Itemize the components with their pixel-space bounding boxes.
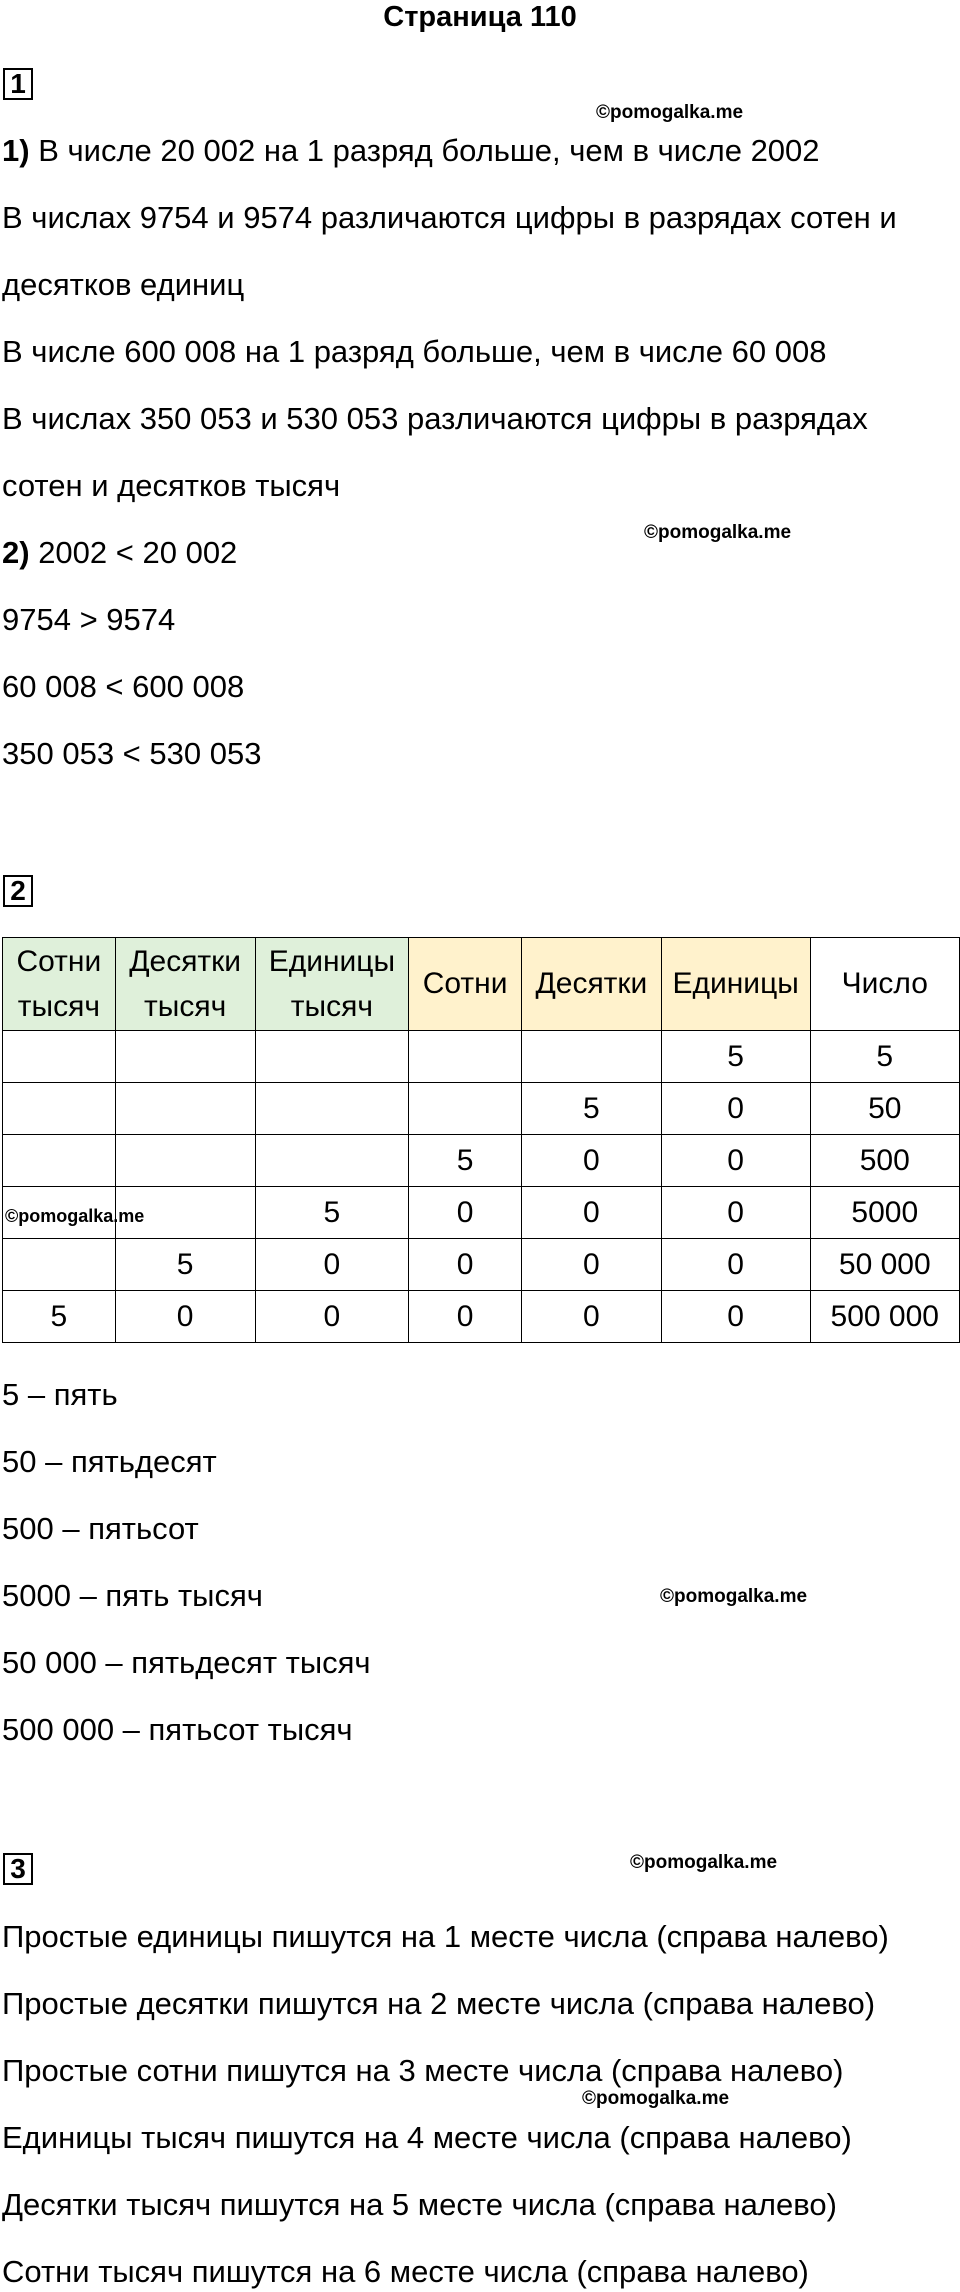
task-1-number: 1 [3, 68, 33, 100]
table-cell [522, 1031, 662, 1083]
task-1-part-2 [2, 534, 237, 572]
table-cell [3, 1135, 116, 1187]
task-3-line: Десятки тысяч пишутся на 5 месте числа (справа налево) [2, 2187, 837, 2222]
part-1-marker: 1) [2, 133, 30, 168]
header-hundred-thousands: Сотни тысяч [3, 938, 116, 1031]
task-3-line: Единицы тысяч пишутся на 4 месте числа (справа налево) [2, 2120, 852, 2155]
task-1-line: сотен и десятков тысяч [2, 468, 341, 503]
table-cell: 5000 [810, 1187, 959, 1239]
watermark: ©pomogalka.me [582, 2088, 730, 2109]
table-cell: 0 [255, 1291, 409, 1343]
table-cell: 5 [810, 1031, 959, 1083]
table-cell [115, 1135, 255, 1187]
table-cell: 50 [810, 1083, 959, 1135]
table-cell: 0 [409, 1291, 522, 1343]
table-cell: 500 000 [810, 1291, 959, 1343]
table-row [3, 1083, 960, 1135]
watermark: ©pomogalka.me [630, 1852, 778, 1873]
table-row [3, 1291, 960, 1343]
table-cell: 5 [661, 1031, 810, 1083]
table-cell: 0 [255, 1239, 409, 1291]
task-1-line: В числе 600 008 на 1 разряд больше, чем в числе 60 008 [2, 334, 827, 369]
table-cell: 0 [115, 1291, 255, 1343]
table-cell [255, 1135, 409, 1187]
comparison-line: 60 008 < 600 008 [2, 669, 245, 704]
table-cell: 0 [409, 1239, 522, 1291]
place-value-table [2, 937, 960, 1343]
number-name-line: 50 000 – пятьдесят тысяч [2, 1645, 371, 1680]
number-name-line: 5 – пять [2, 1377, 118, 1412]
table-cell: 0 [661, 1187, 810, 1239]
number-name-line: 5000 – пять тысяч [2, 1578, 263, 1613]
task-1-line: десятков единиц [2, 267, 245, 302]
table-row [3, 1135, 960, 1187]
table-cell: 5 [255, 1187, 409, 1239]
table-cell: 0 [409, 1187, 522, 1239]
task-1-line: В числах 350 053 и 530 053 различаются цифры в разрядах [2, 401, 868, 436]
task-3-line: Простые сотни пишутся на 3 месте числа (справа налево) [2, 2053, 844, 2088]
table-cell [409, 1031, 522, 1083]
table-cell: 5 [409, 1135, 522, 1187]
header-number: Число [810, 938, 959, 1031]
number-name-line: 50 – пятьдесят [2, 1444, 217, 1479]
table-cell [409, 1083, 522, 1135]
watermark: ©pomogalka.me [644, 522, 792, 543]
task-1-part-1 [2, 132, 820, 170]
table-row [3, 1031, 960, 1083]
table-cell: 50 000 [810, 1239, 959, 1291]
header-tens: Десятки [522, 938, 662, 1031]
header-thousands: Единицы тысяч [255, 938, 409, 1031]
header-ten-thousands: Десятки тысяч [115, 938, 255, 1031]
watermark: ©pomogalka.me [660, 1586, 808, 1607]
task-2-number: 2 [3, 875, 33, 907]
table-cell [3, 1031, 116, 1083]
watermark: ©pomogalka.me [5, 1206, 145, 1226]
table-cell: 0 [661, 1083, 810, 1135]
table-cell [115, 1031, 255, 1083]
comparison-line: 350 053 < 530 053 [2, 736, 262, 771]
page-title: Страница 110 [383, 1, 577, 33]
table-cell [3, 1187, 145, 1239]
task-3-line: Простые десятки пишутся на 2 месте числа (справа налево) [2, 1986, 876, 2021]
watermark: ©pomogalka.me [596, 102, 744, 123]
table-cell: 0 [661, 1239, 810, 1291]
table-cell: 0 [661, 1135, 810, 1187]
comparison-line: 9754 > 9574 [2, 602, 176, 637]
table-row [3, 1239, 960, 1291]
table-cell: 5 [115, 1239, 255, 1291]
task-3-line: Простые единицы пишутся на 1 месте числа (справа налево) [2, 1919, 889, 1954]
table-cell: 0 [522, 1291, 662, 1343]
part-1-text: В числе 20 002 на 1 разряд больше, чем в числе 2002 [29, 133, 820, 168]
table-cell: 0 [522, 1187, 662, 1239]
table-row [3, 1187, 960, 1239]
table-cell: 5 [3, 1291, 116, 1343]
number-name-line: 500 000 – пятьсот тысяч [2, 1712, 353, 1747]
table-cell [255, 1031, 409, 1083]
part-2-text: 2002 < 20 002 [29, 535, 238, 570]
table-cell [3, 1239, 116, 1291]
task-3-number: 3 [3, 1853, 33, 1885]
number-name-line: 500 – пятьсот [2, 1511, 199, 1546]
table-cell [3, 1083, 116, 1135]
table-header-row [3, 938, 960, 1031]
table-cell: 500 [810, 1135, 959, 1187]
table-cell [115, 1083, 255, 1135]
table-cell: 5 [522, 1083, 662, 1135]
table-cell: 0 [522, 1135, 662, 1187]
table-cell: 0 [522, 1239, 662, 1291]
table-cell: 0 [661, 1291, 810, 1343]
part-2-marker: 2) [2, 535, 30, 570]
task-1-line: В числах 9754 и 9574 различаются цифры в разрядах сотен и [2, 200, 897, 235]
table-cell [255, 1083, 409, 1135]
task-3-line: Сотни тысяч пишутся на 6 месте числа (справа налево) [2, 2254, 809, 2289]
header-hundreds: Сотни [409, 938, 522, 1031]
header-units: Единицы [661, 938, 810, 1031]
